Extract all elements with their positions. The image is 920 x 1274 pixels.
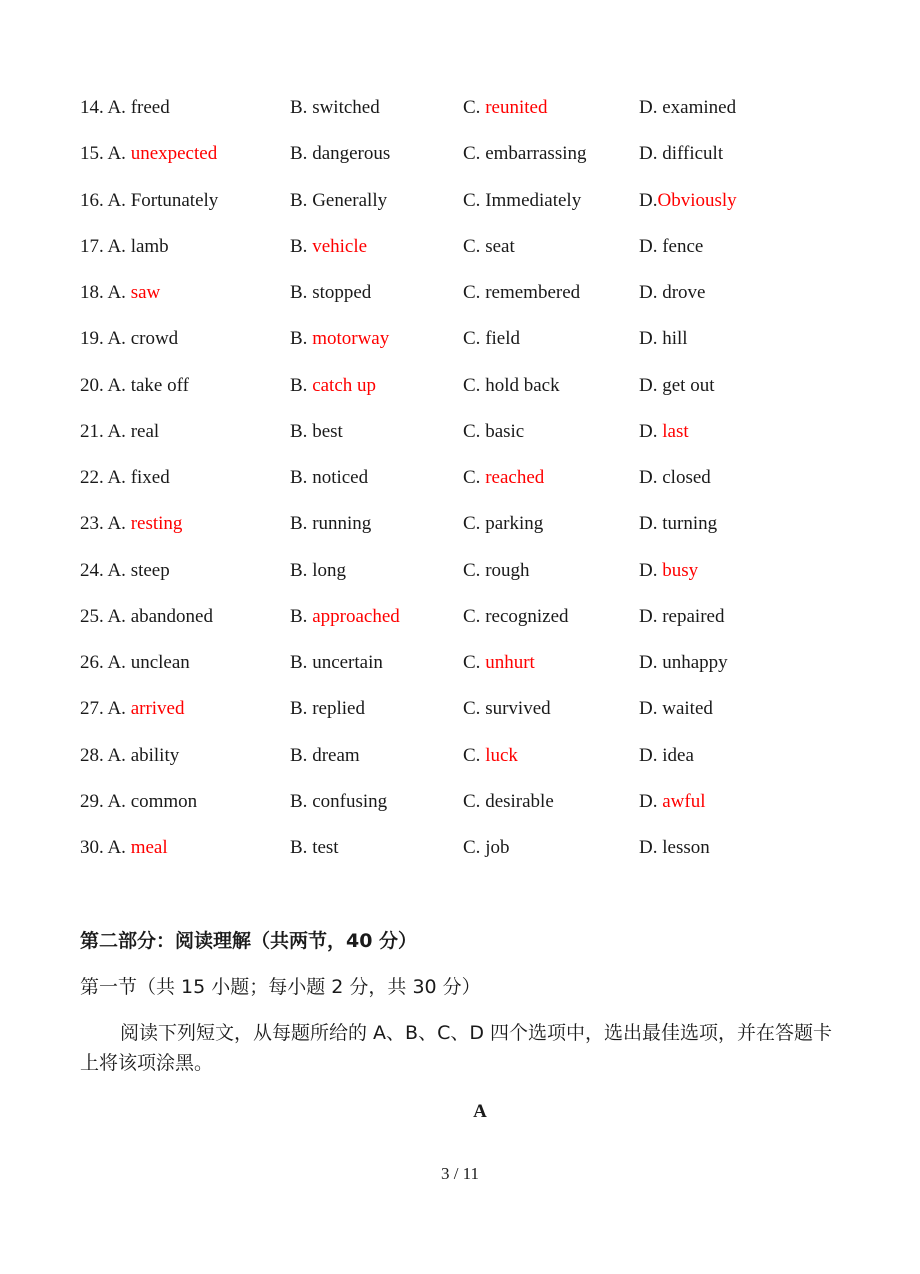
option-b [290,371,376,401]
question-row [0,556,920,586]
option-letter: A. [107,143,126,165]
option-b [290,93,380,123]
option-d [639,93,736,123]
option-letter: D. [639,513,658,535]
option-letter: B. [290,235,308,257]
option-letter: A. [107,559,126,581]
option-text: repaired [662,605,725,627]
option-d [639,833,710,863]
option-c [463,232,515,262]
question-row [0,741,920,771]
correct-answer-text: unexpected [130,143,218,165]
option-text: uncertain [312,652,383,673]
option-letter: D. [639,467,658,488]
option-text: take off [130,374,189,396]
option-d [639,139,723,169]
option-letter: A. [107,420,126,442]
question-number: 29. [80,790,104,812]
option-a [80,417,159,447]
option-c [463,93,547,123]
option-d [639,509,717,539]
option-text: ability [130,744,180,766]
option-a [80,139,217,169]
option-letter: A. [107,790,126,812]
option-b [290,556,346,586]
correct-answer-text: busy [662,559,699,581]
option-text: dangerous [312,143,391,165]
option-text: fence [662,235,704,257]
option-c [463,139,587,169]
option-a [80,324,178,354]
option-letter: A. [107,282,126,303]
option-letter: B. [290,837,308,858]
option-text: Fortunately [130,189,219,211]
option-letter: A. [107,235,126,257]
option-a [80,371,189,401]
page-number: 3 / 11 [440,1164,480,1183]
option-text: get out [662,374,715,396]
question-number: 25. [80,605,104,627]
option-c [463,463,544,493]
option-b [290,139,390,169]
option-b [290,787,387,817]
option-letter: C. [463,467,481,488]
option-text: test [312,837,339,858]
option-letter: A. [107,744,126,766]
correct-answer-text: unhurt [485,652,535,673]
question-row [0,648,920,678]
option-text: job [485,837,510,858]
option-text: seat [485,235,515,257]
option-text: closed [662,467,711,488]
question-number: 22. [80,467,104,488]
option-a [80,509,182,539]
option-letter: B. [290,790,308,812]
option-b [290,694,365,724]
option-d [639,278,706,308]
option-text: basic [485,420,525,442]
option-d [639,556,698,586]
correct-answer-text: reunited [485,97,548,118]
option-b [290,509,371,539]
option-text: noticed [312,467,369,488]
option-letter: D. [639,790,658,812]
option-b [290,324,389,354]
correct-answer-text: arrived [130,698,185,720]
option-d [639,463,711,493]
option-text: abandoned [130,605,213,627]
correct-answer-text: resting [130,513,183,535]
option-text: survived [485,698,551,720]
option-c [463,186,581,216]
option-letter: B. [290,744,308,766]
option-d [639,787,706,817]
option-letter: A. [107,837,126,858]
correct-answer-text: vehicle [312,235,368,257]
option-text: Immediately [485,189,582,211]
option-text: field [485,328,521,350]
question-number: 23. [80,513,104,535]
question-row [0,509,920,539]
option-a [80,278,160,308]
option-d [639,417,689,447]
passage-label: A [473,1101,487,1122]
option-text: fixed [130,467,170,488]
option-c [463,833,509,863]
option-letter: C. [463,559,481,581]
question-number: 21. [80,420,104,442]
question-row [0,787,920,817]
option-letter: A. [107,189,126,211]
option-text: Generally [312,189,388,211]
option-text: parking [485,513,544,535]
option-letter: C. [463,790,481,812]
correct-answer-text: reached [485,467,545,488]
option-letter: B. [290,328,308,350]
option-b [290,602,400,632]
question-number: 24. [80,559,104,581]
option-text: stopped [312,282,372,303]
question-number: 19. [80,328,104,350]
option-text: idea [662,744,694,766]
option-a [80,186,218,216]
correct-answer-text: approached [312,605,400,627]
option-letter: D. [639,97,658,118]
question-row [0,324,920,354]
option-c [463,741,518,771]
option-a [80,648,190,678]
option-letter: A. [107,605,126,627]
question-row [0,833,920,863]
option-letter: D. [639,328,658,350]
option-b [290,648,383,678]
option-letter: D. [639,235,658,257]
option-letter: A. [107,467,126,488]
option-text: drove [662,282,706,303]
question-row [0,186,920,216]
option-b [290,417,343,447]
option-letter: C. [463,420,481,442]
question-row [0,694,920,724]
option-letter: C. [463,143,481,165]
question-number: 15. [80,143,104,165]
option-letter: B. [290,513,308,535]
question-number: 27. [80,698,104,720]
option-d [639,648,728,678]
option-letter: C. [463,328,481,350]
option-text: desirable [485,790,554,812]
option-letter: C. [463,282,481,303]
option-a [80,741,179,771]
option-letter: C. [463,97,481,118]
option-c [463,787,554,817]
question-number: 18. [80,282,104,303]
option-text: freed [130,97,170,118]
option-letter: D. [639,652,658,673]
option-text: switched [312,97,380,118]
option-letter: B. [290,189,308,211]
option-a [80,463,170,493]
correct-answer-text: luck [485,744,518,766]
option-letter: D. [639,143,658,165]
option-d [639,232,703,262]
question-number: 17. [80,235,104,257]
option-a [80,787,197,817]
option-a [80,694,185,724]
question-number: 30. [80,837,104,858]
option-b [290,833,339,863]
option-c [463,509,543,539]
option-b [290,186,387,216]
option-letter: B. [290,467,308,488]
option-text: rough [485,559,530,581]
option-letter: D. [639,420,658,442]
option-text: replied [312,698,365,720]
option-a [80,93,170,123]
option-letter: C. [463,513,481,535]
option-text: examined [662,97,737,118]
question-row [0,93,920,123]
option-text: turning [662,513,718,535]
option-d [639,741,694,771]
option-letter: B. [290,605,308,627]
option-a [80,556,170,586]
option-letter: D. [639,837,658,858]
option-text: unclean [130,652,190,673]
option-letter: B. [290,143,308,165]
part-heading: 第二部分：阅读理解（共两节，40 分） [80,930,418,952]
option-c [463,602,569,632]
option-d [639,324,688,354]
correct-answer-text: Obviously [657,189,737,211]
option-text: long [312,559,346,581]
question-number: 28. [80,744,104,766]
option-letter: A. [107,328,126,350]
option-text: embarrassing [485,143,587,165]
option-d [639,186,737,216]
option-letter: C. [463,605,481,627]
option-b [290,278,371,308]
option-letter: D. [639,374,658,396]
option-letter: D. [639,605,658,627]
option-letter: A. [107,97,126,118]
option-letter: B. [290,282,308,303]
option-text: running [312,513,372,535]
question-row [0,602,920,632]
option-letter: A. [107,652,126,673]
option-c [463,694,551,724]
correct-answer-text: catch up [312,374,377,396]
question-row [0,371,920,401]
question-row [0,232,920,262]
option-letter: A. [107,374,126,396]
option-letter: D. [639,189,658,211]
option-a [80,833,168,863]
question-number: 16. [80,189,104,211]
question-row [0,278,920,308]
option-text: unhappy [662,652,728,673]
question-number: 14. [80,97,104,118]
option-letter: B. [290,97,308,118]
option-text: dream [312,744,360,766]
option-letter: D. [639,559,658,581]
option-letter: B. [290,420,308,442]
option-letter: D. [639,282,658,303]
option-text: recognized [485,605,569,627]
option-letter: C. [463,374,481,396]
correct-answer-text: awful [662,790,706,812]
option-c [463,648,535,678]
option-letter: D. [639,744,658,766]
option-c [463,371,560,401]
option-text: hill [662,328,688,350]
option-text: waited [662,698,713,720]
option-letter: C. [463,652,481,673]
question-row [0,463,920,493]
option-text: steep [130,559,170,581]
option-letter: C. [463,837,481,858]
question-number: 26. [80,652,104,673]
instructions-paragraph: 阅读下列短文，从每题所给的 A、B、C、D 四个选项中，选出最佳选项，并在答题卡上将该项涂黑。 [80,1022,833,1074]
option-letter: B. [290,698,308,720]
option-c [463,417,524,447]
option-a [80,602,213,632]
correct-answer-text: motorway [312,328,390,350]
correct-answer-text: last [662,420,689,442]
option-letter: C. [463,698,481,720]
option-c [463,324,520,354]
option-b [290,463,368,493]
option-d [639,602,724,632]
question-row [0,139,920,169]
option-letter: B. [290,374,308,396]
correct-answer-text: meal [130,837,168,858]
option-text: lesson [662,837,710,858]
option-text: lamb [130,235,169,257]
option-letter: C. [463,235,481,257]
subsection-heading: 第一节（共 15 小题；每小题 2 分，共 30 分） [80,976,481,998]
question-number: 20. [80,374,104,396]
option-letter: C. [463,189,481,211]
option-text: real [130,420,160,442]
option-letter: B. [290,559,308,581]
option-d [639,371,714,401]
option-letter: A. [107,698,126,720]
correct-answer-text: saw [130,282,161,303]
option-a [80,232,169,262]
option-c [463,278,580,308]
option-d [639,694,713,724]
option-text: crowd [130,328,179,350]
question-row [0,417,920,447]
option-text: remembered [485,282,581,303]
option-text: common [130,790,198,812]
option-b [290,741,360,771]
option-b [290,232,367,262]
option-letter: A. [107,513,126,535]
option-c [463,556,530,586]
option-letter: C. [463,744,481,766]
option-text: hold back [485,374,560,396]
option-text: confusing [312,790,388,812]
option-text: difficult [662,143,724,165]
option-text: best [312,420,343,442]
option-letter: D. [639,698,658,720]
option-letter: B. [290,652,308,673]
